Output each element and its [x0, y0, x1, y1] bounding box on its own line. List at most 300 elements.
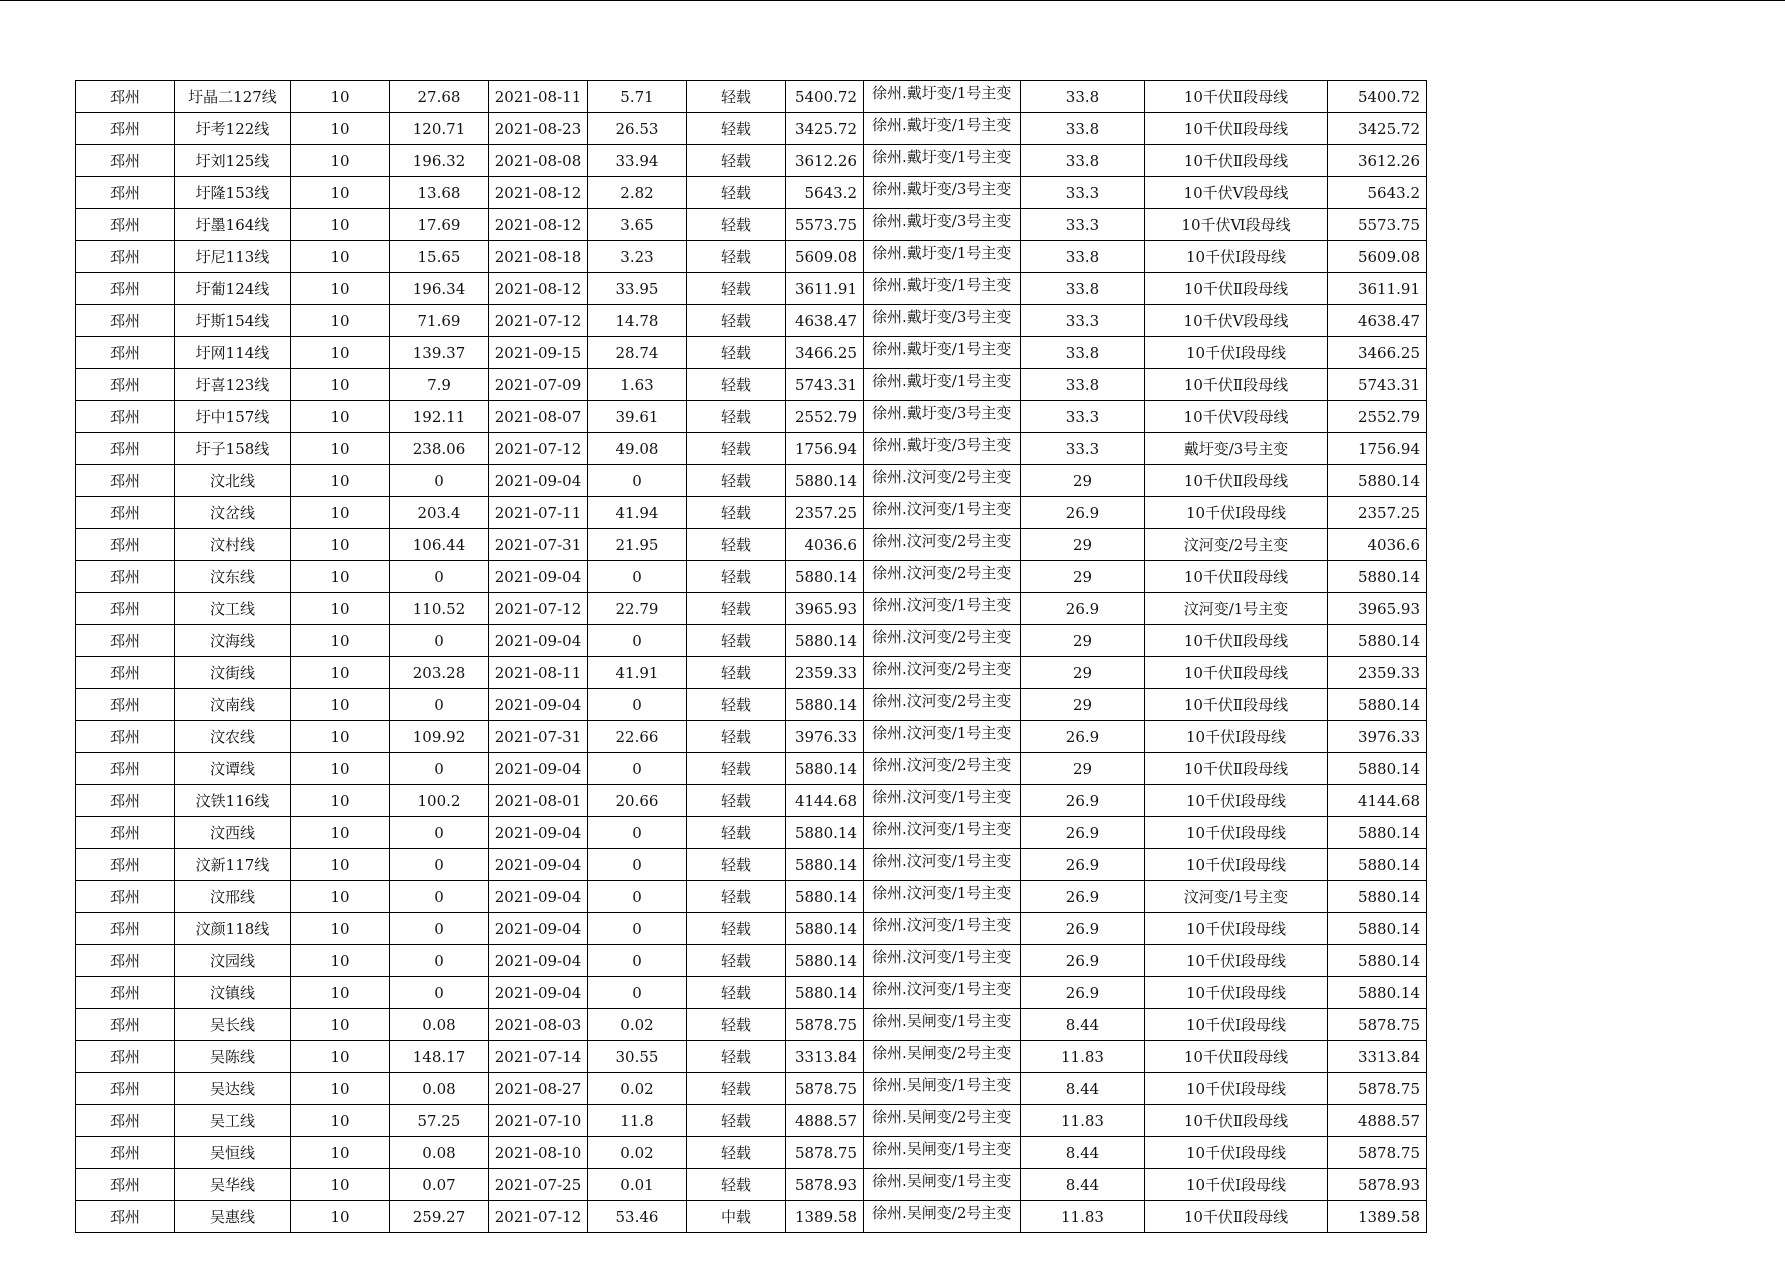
- load-status-cell: 轻载: [687, 785, 786, 817]
- load-rate-cell: 0: [588, 625, 687, 657]
- margin-cell: 5573.75: [1328, 209, 1427, 241]
- voltage-cell: 10: [291, 561, 390, 593]
- date-cell: 2021-08-01: [489, 785, 588, 817]
- line-name-cell: 吴华线: [175, 1169, 291, 1201]
- bus-cell: 10千伏Ⅵ段母线: [1145, 209, 1328, 241]
- load-status-cell: 轻载: [687, 305, 786, 337]
- current-cell: 17.69: [390, 209, 489, 241]
- bus-cell: 10千伏Ⅱ段母线: [1145, 625, 1328, 657]
- voltage-cell: 10: [291, 465, 390, 497]
- current-cell: 0.08: [390, 1009, 489, 1041]
- bus-cell: 10千伏Ⅰ段母线: [1145, 977, 1328, 1009]
- capacity-cell: 4888.57: [786, 1105, 864, 1137]
- date-cell: 2021-09-04: [489, 913, 588, 945]
- voltage-cell: 10: [291, 689, 390, 721]
- line-name-cell: 汶村线: [175, 529, 291, 561]
- margin-cell: 1389.58: [1328, 1201, 1427, 1233]
- line-name-cell: 汶园线: [175, 945, 291, 977]
- bus-cell: 10千伏Ⅱ段母线: [1145, 1105, 1328, 1137]
- rating-cell: 26.9: [1021, 593, 1145, 625]
- substation-cell: 徐州.汶河变/2号主变: [864, 625, 1021, 657]
- load-rate-cell: 22.66: [588, 721, 687, 753]
- area-cell: 邳州: [76, 561, 175, 593]
- date-cell: 2021-09-15: [489, 337, 588, 369]
- bus-cell: 10千伏Ⅴ段母线: [1145, 401, 1328, 433]
- area-cell: 邳州: [76, 273, 175, 305]
- capacity-cell: 5880.14: [786, 945, 864, 977]
- rating-cell: 26.9: [1021, 849, 1145, 881]
- line-name-cell: 圩网114线: [175, 337, 291, 369]
- substation-cell: 徐州.汶河变/2号主变: [864, 657, 1021, 689]
- margin-cell: 5880.14: [1328, 977, 1427, 1009]
- bus-cell: 10千伏Ⅱ段母线: [1145, 369, 1328, 401]
- load-rate-cell: 39.61: [588, 401, 687, 433]
- current-cell: 110.52: [390, 593, 489, 625]
- table-row: [76, 273, 1427, 305]
- area-cell: 邳州: [76, 1137, 175, 1169]
- load-rate-cell: 1.63: [588, 369, 687, 401]
- load-rate-cell: 53.46: [588, 1201, 687, 1233]
- date-cell: 2021-09-04: [489, 753, 588, 785]
- voltage-cell: 10: [291, 785, 390, 817]
- margin-cell: 3611.91: [1328, 273, 1427, 305]
- capacity-cell: 2359.33: [786, 657, 864, 689]
- load-rate-cell: 0.02: [588, 1073, 687, 1105]
- area-cell: 邳州: [76, 1009, 175, 1041]
- load-rate-cell: 0: [588, 977, 687, 1009]
- capacity-cell: 3466.25: [786, 337, 864, 369]
- substation-cell: 徐州.汶河变/2号主变: [864, 753, 1021, 785]
- rating-cell: 8.44: [1021, 1137, 1145, 1169]
- table-row: [76, 945, 1427, 977]
- load-rate-cell: 0: [588, 881, 687, 913]
- rating-cell: 33.8: [1021, 337, 1145, 369]
- table-row: [76, 1201, 1427, 1233]
- rating-cell: 29: [1021, 753, 1145, 785]
- rating-cell: 33.3: [1021, 433, 1145, 465]
- area-cell: 邳州: [76, 913, 175, 945]
- bus-cell: 10千伏Ⅱ段母线: [1145, 273, 1328, 305]
- area-cell: 邳州: [76, 753, 175, 785]
- current-cell: 0: [390, 849, 489, 881]
- line-name-cell: 汶工线: [175, 593, 291, 625]
- bus-cell: 汶河变/1号主变: [1145, 881, 1328, 913]
- date-cell: 2021-08-03: [489, 1009, 588, 1041]
- voltage-cell: 10: [291, 337, 390, 369]
- voltage-cell: 10: [291, 753, 390, 785]
- rating-cell: 33.8: [1021, 113, 1145, 145]
- rating-cell: 26.9: [1021, 913, 1145, 945]
- current-cell: 0: [390, 913, 489, 945]
- table-row: [76, 1009, 1427, 1041]
- load-status-cell: 轻载: [687, 529, 786, 561]
- area-cell: 邳州: [76, 209, 175, 241]
- load-status-cell: 轻载: [687, 881, 786, 913]
- date-cell: 2021-07-12: [489, 305, 588, 337]
- area-cell: 邳州: [76, 529, 175, 561]
- bus-cell: 10千伏Ⅱ段母线: [1145, 145, 1328, 177]
- current-cell: 0: [390, 817, 489, 849]
- load-rate-cell: 0: [588, 913, 687, 945]
- line-name-cell: 圩喜123线: [175, 369, 291, 401]
- load-status-cell: 轻载: [687, 753, 786, 785]
- capacity-cell: 5400.72: [786, 81, 864, 113]
- load-status-cell: 轻载: [687, 945, 786, 977]
- bus-cell: 10千伏Ⅰ段母线: [1145, 721, 1328, 753]
- date-cell: 2021-08-11: [489, 657, 588, 689]
- margin-cell: 5643.2: [1328, 177, 1427, 209]
- date-cell: 2021-08-12: [489, 273, 588, 305]
- margin-cell: 5609.08: [1328, 241, 1427, 273]
- area-cell: 邳州: [76, 625, 175, 657]
- substation-cell: 徐州.戴圩变/3号主变: [864, 305, 1021, 337]
- margin-cell: 3612.26: [1328, 145, 1427, 177]
- area-cell: 邳州: [76, 977, 175, 1009]
- current-cell: 0: [390, 881, 489, 913]
- line-name-cell: 汶东线: [175, 561, 291, 593]
- margin-cell: 5880.14: [1328, 817, 1427, 849]
- load-status-cell: 轻载: [687, 1105, 786, 1137]
- date-cell: 2021-09-04: [489, 465, 588, 497]
- bus-cell: 10千伏Ⅴ段母线: [1145, 177, 1328, 209]
- area-cell: 邳州: [76, 305, 175, 337]
- bus-cell: 10千伏Ⅰ段母线: [1145, 337, 1328, 369]
- area-cell: 邳州: [76, 849, 175, 881]
- area-cell: 邳州: [76, 593, 175, 625]
- substation-cell: 徐州.汶河变/1号主变: [864, 721, 1021, 753]
- date-cell: 2021-08-07: [489, 401, 588, 433]
- capacity-cell: 5880.14: [786, 913, 864, 945]
- capacity-cell: 5878.93: [786, 1169, 864, 1201]
- capacity-cell: 3612.26: [786, 145, 864, 177]
- substation-cell: 徐州.戴圩变/1号主变: [864, 241, 1021, 273]
- current-cell: 192.11: [390, 401, 489, 433]
- current-cell: 57.25: [390, 1105, 489, 1137]
- substation-cell: 徐州.汶河变/2号主变: [864, 529, 1021, 561]
- bus-cell: 10千伏Ⅱ段母线: [1145, 465, 1328, 497]
- line-name-cell: 吴工线: [175, 1105, 291, 1137]
- voltage-cell: 10: [291, 721, 390, 753]
- capacity-cell: 1389.58: [786, 1201, 864, 1233]
- table-row: [76, 1041, 1427, 1073]
- load-rate-cell: 49.08: [588, 433, 687, 465]
- capacity-cell: 5880.14: [786, 689, 864, 721]
- substation-cell: 徐州.戴圩变/1号主变: [864, 369, 1021, 401]
- table-row: [76, 721, 1427, 753]
- line-name-cell: 汶海线: [175, 625, 291, 657]
- load-status-cell: 轻载: [687, 977, 786, 1009]
- current-cell: 0: [390, 465, 489, 497]
- substation-cell: 徐州.汶河变/1号主变: [864, 881, 1021, 913]
- date-cell: 2021-08-08: [489, 145, 588, 177]
- substation-cell: 徐州.吴闸变/2号主变: [864, 1105, 1021, 1137]
- load-status-cell: 轻载: [687, 625, 786, 657]
- load-rate-cell: 41.91: [588, 657, 687, 689]
- line-name-cell: 圩晶二127线: [175, 81, 291, 113]
- table-row: [76, 305, 1427, 337]
- load-status-cell: 轻载: [687, 721, 786, 753]
- current-cell: 0: [390, 977, 489, 1009]
- margin-cell: 5743.31: [1328, 369, 1427, 401]
- load-status-cell: 轻载: [687, 273, 786, 305]
- line-name-cell: 汶农线: [175, 721, 291, 753]
- bus-cell: 10千伏Ⅰ段母线: [1145, 1009, 1328, 1041]
- rating-cell: 33.3: [1021, 209, 1145, 241]
- bus-cell: 10千伏Ⅱ段母线: [1145, 657, 1328, 689]
- substation-cell: 徐州.戴圩变/1号主变: [864, 273, 1021, 305]
- load-rate-cell: 0.02: [588, 1009, 687, 1041]
- bus-cell: 10千伏Ⅱ段母线: [1145, 113, 1328, 145]
- line-name-cell: 汶镇线: [175, 977, 291, 1009]
- substation-cell: 徐州.戴圩变/3号主变: [864, 177, 1021, 209]
- capacity-cell: 5880.14: [786, 849, 864, 881]
- substation-cell: 徐州.戴圩变/3号主变: [864, 209, 1021, 241]
- date-cell: 2021-08-11: [489, 81, 588, 113]
- voltage-cell: 10: [291, 913, 390, 945]
- line-name-cell: 汶谭线: [175, 753, 291, 785]
- substation-cell: 徐州.吴闸变/2号主变: [864, 1041, 1021, 1073]
- load-rate-cell: 41.94: [588, 497, 687, 529]
- table-row: [76, 465, 1427, 497]
- date-cell: 2021-07-14: [489, 1041, 588, 1073]
- load-rate-cell: 26.53: [588, 113, 687, 145]
- area-cell: 邳州: [76, 497, 175, 529]
- substation-cell: 徐州.汶河变/1号主变: [864, 817, 1021, 849]
- capacity-cell: 4638.47: [786, 305, 864, 337]
- substation-cell: 徐州.戴圩变/1号主变: [864, 337, 1021, 369]
- voltage-cell: 10: [291, 433, 390, 465]
- date-cell: 2021-09-04: [489, 817, 588, 849]
- bus-cell: 戴圩变/3号主变: [1145, 433, 1328, 465]
- table-row: [76, 753, 1427, 785]
- date-cell: 2021-07-31: [489, 529, 588, 561]
- area-cell: 邳州: [76, 657, 175, 689]
- margin-cell: 5878.93: [1328, 1169, 1427, 1201]
- bus-cell: 10千伏Ⅱ段母线: [1145, 753, 1328, 785]
- capacity-cell: 2357.25: [786, 497, 864, 529]
- bus-cell: 10千伏Ⅰ段母线: [1145, 1169, 1328, 1201]
- bus-cell: 10千伏Ⅰ段母线: [1145, 1137, 1328, 1169]
- bus-cell: 10千伏Ⅰ段母线: [1145, 849, 1328, 881]
- voltage-cell: 10: [291, 1009, 390, 1041]
- line-name-cell: 汶邢线: [175, 881, 291, 913]
- table-body: [76, 81, 1427, 1233]
- load-rate-cell: 0: [588, 465, 687, 497]
- line-name-cell: 圩尼113线: [175, 241, 291, 273]
- load-rate-cell: 0: [588, 753, 687, 785]
- date-cell: 2021-07-11: [489, 497, 588, 529]
- substation-cell: 徐州.戴圩变/1号主变: [864, 145, 1021, 177]
- bus-cell: 10千伏Ⅰ段母线: [1145, 785, 1328, 817]
- date-cell: 2021-07-25: [489, 1169, 588, 1201]
- rating-cell: 29: [1021, 529, 1145, 561]
- substation-cell: 徐州.汶河变/2号主变: [864, 465, 1021, 497]
- area-cell: 邳州: [76, 1105, 175, 1137]
- load-rate-cell: 0: [588, 817, 687, 849]
- rating-cell: 26.9: [1021, 945, 1145, 977]
- substation-cell: 徐州.戴圩变/1号主变: [864, 113, 1021, 145]
- current-cell: 100.2: [390, 785, 489, 817]
- substation-cell: 徐州.汶河变/1号主变: [864, 977, 1021, 1009]
- margin-cell: 2357.25: [1328, 497, 1427, 529]
- voltage-cell: 10: [291, 1041, 390, 1073]
- area-cell: 邳州: [76, 177, 175, 209]
- capacity-cell: 3313.84: [786, 1041, 864, 1073]
- voltage-cell: 10: [291, 977, 390, 1009]
- capacity-cell: 5880.14: [786, 625, 864, 657]
- date-cell: 2021-07-10: [489, 1105, 588, 1137]
- bus-cell: 10千伏Ⅱ段母线: [1145, 1041, 1328, 1073]
- bus-cell: 汶河变/2号主变: [1145, 529, 1328, 561]
- date-cell: 2021-07-09: [489, 369, 588, 401]
- load-status-cell: 轻载: [687, 1009, 786, 1041]
- capacity-cell: 5880.14: [786, 753, 864, 785]
- current-cell: 0: [390, 689, 489, 721]
- capacity-cell: 4144.68: [786, 785, 864, 817]
- line-name-cell: 汶北线: [175, 465, 291, 497]
- bus-cell: 10千伏Ⅰ段母线: [1145, 817, 1328, 849]
- load-status-cell: 轻载: [687, 369, 786, 401]
- area-cell: 邳州: [76, 145, 175, 177]
- rating-cell: 33.8: [1021, 145, 1145, 177]
- margin-cell: 5880.14: [1328, 945, 1427, 977]
- rating-cell: 29: [1021, 561, 1145, 593]
- load-status-cell: 轻载: [687, 1041, 786, 1073]
- rating-cell: 11.83: [1021, 1041, 1145, 1073]
- date-cell: 2021-07-12: [489, 433, 588, 465]
- load-status-cell: 轻载: [687, 401, 786, 433]
- feeder-load-table: [75, 80, 1427, 1233]
- area-cell: 邳州: [76, 241, 175, 273]
- load-status-cell: 轻载: [687, 497, 786, 529]
- bus-cell: 10千伏Ⅰ段母线: [1145, 1073, 1328, 1105]
- table-row: [76, 497, 1427, 529]
- rating-cell: 29: [1021, 657, 1145, 689]
- line-name-cell: 圩刘125线: [175, 145, 291, 177]
- current-cell: 0: [390, 625, 489, 657]
- capacity-cell: 3976.33: [786, 721, 864, 753]
- capacity-cell: 3965.93: [786, 593, 864, 625]
- load-status-cell: 轻载: [687, 1137, 786, 1169]
- capacity-cell: 5878.75: [786, 1137, 864, 1169]
- table-row: [76, 657, 1427, 689]
- table-row: [76, 1169, 1427, 1201]
- substation-cell: 徐州.汶河变/2号主变: [864, 689, 1021, 721]
- rating-cell: 33.8: [1021, 273, 1145, 305]
- line-name-cell: 圩葡124线: [175, 273, 291, 305]
- table-row: [76, 593, 1427, 625]
- capacity-cell: 5609.08: [786, 241, 864, 273]
- load-rate-cell: 0: [588, 689, 687, 721]
- bus-cell: 10千伏Ⅱ段母线: [1145, 1201, 1328, 1233]
- substation-cell: 徐州.汶河变/1号主变: [864, 945, 1021, 977]
- table-row: [76, 913, 1427, 945]
- line-name-cell: 圩隆153线: [175, 177, 291, 209]
- voltage-cell: 10: [291, 1073, 390, 1105]
- table-row: [76, 337, 1427, 369]
- rating-cell: 29: [1021, 465, 1145, 497]
- rating-cell: 33.3: [1021, 177, 1145, 209]
- date-cell: 2021-08-12: [489, 209, 588, 241]
- voltage-cell: 10: [291, 593, 390, 625]
- capacity-cell: 5880.14: [786, 977, 864, 1009]
- date-cell: 2021-09-04: [489, 561, 588, 593]
- load-status-cell: 轻载: [687, 913, 786, 945]
- line-name-cell: 圩考122线: [175, 113, 291, 145]
- load-status-cell: 轻载: [687, 433, 786, 465]
- voltage-cell: 10: [291, 81, 390, 113]
- voltage-cell: 10: [291, 273, 390, 305]
- bus-cell: 10千伏Ⅰ段母线: [1145, 241, 1328, 273]
- load-rate-cell: 33.94: [588, 145, 687, 177]
- margin-cell: 5880.14: [1328, 689, 1427, 721]
- current-cell: 0: [390, 945, 489, 977]
- current-cell: 148.17: [390, 1041, 489, 1073]
- current-cell: 27.68: [390, 81, 489, 113]
- date-cell: 2021-09-04: [489, 977, 588, 1009]
- date-cell: 2021-08-10: [489, 1137, 588, 1169]
- margin-cell: 3976.33: [1328, 721, 1427, 753]
- margin-cell: 5878.75: [1328, 1137, 1427, 1169]
- rating-cell: 26.9: [1021, 817, 1145, 849]
- table-row: [76, 1073, 1427, 1105]
- current-cell: 71.69: [390, 305, 489, 337]
- voltage-cell: 10: [291, 657, 390, 689]
- table-row: [76, 1105, 1427, 1137]
- margin-cell: 3425.72: [1328, 113, 1427, 145]
- current-cell: 196.34: [390, 273, 489, 305]
- margin-cell: 5880.14: [1328, 849, 1427, 881]
- date-cell: 2021-09-04: [489, 945, 588, 977]
- capacity-cell: 2552.79: [786, 401, 864, 433]
- bus-cell: 10千伏Ⅱ段母线: [1145, 689, 1328, 721]
- rating-cell: 33.8: [1021, 81, 1145, 113]
- area-cell: 邳州: [76, 1073, 175, 1105]
- load-rate-cell: 30.55: [588, 1041, 687, 1073]
- bus-cell: 10千伏Ⅰ段母线: [1145, 913, 1328, 945]
- capacity-cell: 5880.14: [786, 881, 864, 913]
- area-cell: 邳州: [76, 785, 175, 817]
- margin-cell: 5880.14: [1328, 625, 1427, 657]
- rating-cell: 26.9: [1021, 785, 1145, 817]
- table-row: [76, 177, 1427, 209]
- current-cell: 238.06: [390, 433, 489, 465]
- voltage-cell: 10: [291, 305, 390, 337]
- substation-cell: 徐州.戴圩变/3号主变: [864, 433, 1021, 465]
- area-cell: 邳州: [76, 433, 175, 465]
- load-status-cell: 轻载: [687, 817, 786, 849]
- current-cell: 13.68: [390, 177, 489, 209]
- load-status-cell: 轻载: [687, 561, 786, 593]
- load-rate-cell: 0: [588, 849, 687, 881]
- substation-cell: 徐州.戴圩变/3号主变: [864, 401, 1021, 433]
- table-row: [76, 241, 1427, 273]
- margin-cell: 4888.57: [1328, 1105, 1427, 1137]
- substation-cell: 徐州.汶河变/1号主变: [864, 913, 1021, 945]
- capacity-cell: 3425.72: [786, 113, 864, 145]
- bus-cell: 10千伏Ⅱ段母线: [1145, 81, 1328, 113]
- date-cell: 2021-09-04: [489, 881, 588, 913]
- current-cell: 196.32: [390, 145, 489, 177]
- load-status-cell: 轻载: [687, 177, 786, 209]
- margin-cell: 5400.72: [1328, 81, 1427, 113]
- capacity-cell: 1756.94: [786, 433, 864, 465]
- margin-cell: 5878.75: [1328, 1073, 1427, 1105]
- load-rate-cell: 33.95: [588, 273, 687, 305]
- line-name-cell: 吴惠线: [175, 1201, 291, 1233]
- voltage-cell: 10: [291, 113, 390, 145]
- substation-cell: 徐州.戴圩变/1号主变: [864, 81, 1021, 113]
